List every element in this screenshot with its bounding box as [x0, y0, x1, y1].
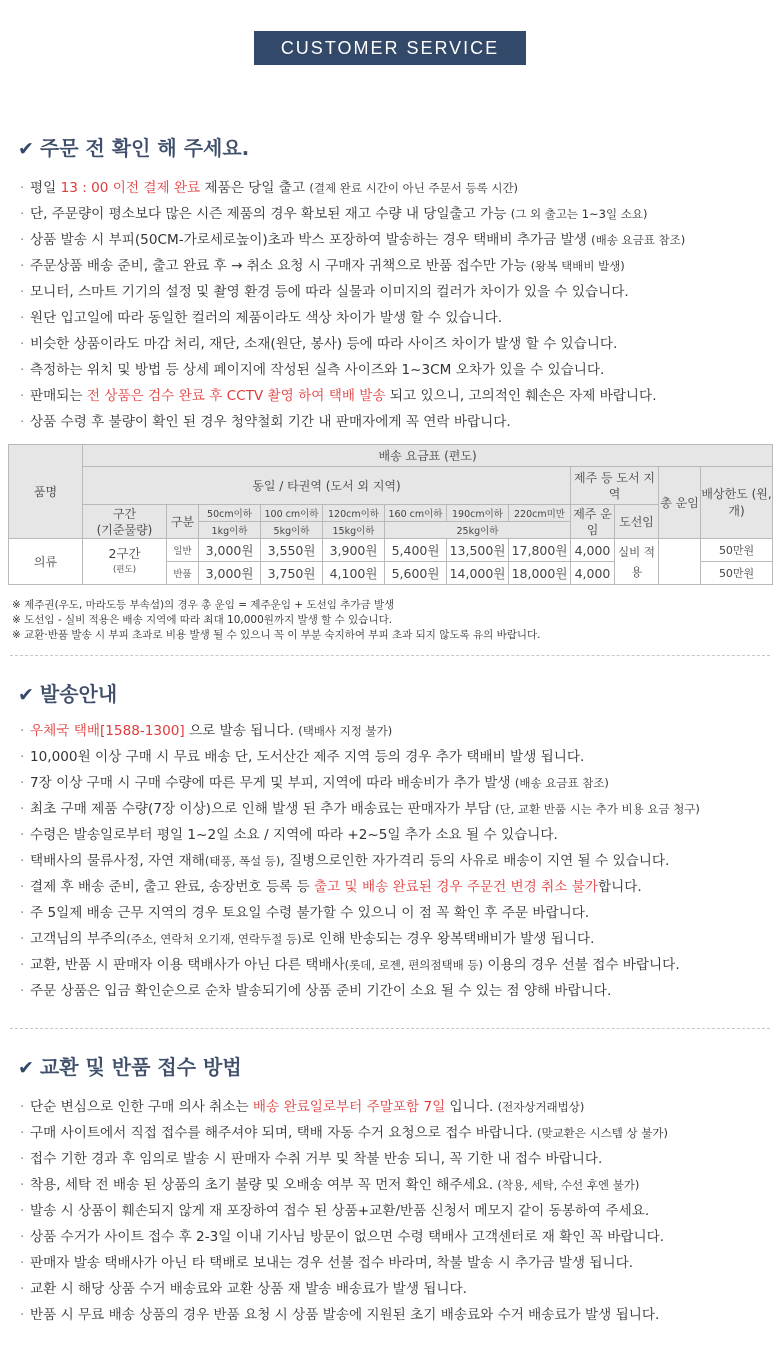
- item-text: 단순 변심으로 인한 구매 의사 취소는: [30, 1099, 253, 1115]
- highlight-text: 전 상품은 검수 완료 후 CCTV 촬영 하여 택배 발송: [86, 388, 386, 404]
- bullet-icon: ·: [20, 749, 25, 765]
- bullet-icon: ·: [20, 414, 25, 430]
- item-text: 이용의 경우 선불 접수 바랍니다.: [483, 957, 680, 973]
- item-text: 합니다.: [597, 879, 642, 895]
- limit-cell: 50만원: [701, 539, 773, 562]
- note: ※ 도선임 - 실비 적용은 배송 지역에 따라 최대 10,000원까지 발생 할 수 있습니다.: [12, 614, 393, 626]
- item-text: 입니다.: [445, 1099, 498, 1115]
- small-note: (배송 요금표 참조): [514, 776, 609, 790]
- item-text: 제품은 당일 출고: [200, 180, 310, 196]
- highlight-text: 13 : 00 이전 결제 완료: [60, 180, 201, 196]
- small-note: (결제 완료 시간이 아닌 주문서 등록 시간): [309, 181, 519, 195]
- item-text: 상품 수령 후 불량이 확인 된 경우 청약철회 기간 내 판매자에게 꼭 연락 바랍니다.: [30, 414, 511, 430]
- bullet-icon: ·: [20, 983, 25, 999]
- list-item: [20, 718, 700, 744]
- small-note: (롯데, 로젠, 편의점택배 등): [344, 958, 483, 972]
- small-note: (전자상거래법상): [497, 1100, 585, 1114]
- limit-cell: 50만원: [701, 562, 773, 585]
- list-item: [20, 1172, 668, 1198]
- shipping-info-list: [20, 718, 700, 1004]
- bullet-icon: ·: [20, 180, 25, 196]
- item-text: 주문 상품은 입금 확인순으로 순차 발송되기에 상품 준비 기간이 소요 될 수 있는 점 양해 바랍니다.: [30, 983, 612, 999]
- section-title-text: 주문 전 확인 해 주세요.: [39, 136, 250, 160]
- item-text: 반품 시 무료 배송 상품의 경우 반품 요청 시 상품 발송에 지원된 초기 배송료와 수거 배송료가 발생 됩니다.: [30, 1307, 660, 1323]
- item-text: 수령은 발송일로부터 평일 1~2일 소요 / 지역에 따라 +2~5일 추가 소요 될 수 있습니다.: [30, 827, 558, 843]
- bullet-icon: ·: [20, 1151, 25, 1167]
- total-fee-cell: [659, 539, 701, 585]
- bullet-icon: ·: [20, 1255, 25, 1271]
- list-item: [20, 952, 700, 978]
- bullet-icon: ·: [20, 1125, 25, 1141]
- island-fee-cell: 실비 적용: [615, 539, 659, 585]
- small-note: (배송 요금표 참조): [591, 233, 686, 247]
- small-note: (맞교환은 시스템 상 불가): [536, 1126, 668, 1140]
- table-notes: [12, 598, 541, 643]
- small-note: (착용, 세탁, 수선 후엔 불가): [497, 1178, 640, 1192]
- item-text: 결제 후 배송 준비, 출고 완료, 송장번호 등록 등: [30, 879, 314, 895]
- bullet-icon: ·: [20, 1229, 25, 1245]
- bullet-icon: ·: [20, 853, 25, 869]
- section-divider: [10, 655, 770, 656]
- header-compensation-limit: 배상한도 (원,개): [701, 467, 773, 539]
- item-text: 교환, 반품 시 판매자 이용 택배사가 아닌 다른 택배사: [30, 957, 345, 973]
- item-text: 판매되는: [30, 388, 87, 404]
- small-note: (주소, 연락처 오기재, 연락두절 등): [126, 932, 302, 946]
- small-note: (태풍, 폭설 등): [204, 854, 281, 868]
- header-zone: [83, 505, 167, 539]
- bullet-icon: ·: [20, 879, 25, 895]
- small-note: (왕복 택배비 발생): [530, 259, 625, 273]
- fee-cell: 3,550원: [261, 539, 323, 562]
- size-header: 190cm이하: [447, 505, 509, 522]
- item-text: 비슷한 상품이라도 마감 처리, 재단, 소재(원단, 봉사) 등에 따라 사이즈 차이가 발생 할 수 있습니다.: [30, 336, 618, 352]
- weight-header: 25kg이하: [385, 522, 571, 539]
- fee-cell: 4,100원: [323, 562, 385, 585]
- list-item: [20, 848, 700, 874]
- item-text: 로 인해 반송되는 경우 왕복택배비가 발생 됩니다.: [301, 931, 595, 947]
- jeju-fee-cell: 4,000: [571, 562, 615, 585]
- list-item: [20, 409, 685, 435]
- list-item: [20, 331, 685, 357]
- fee-cell: 18,000원: [509, 562, 571, 585]
- highlight-text: 우체국 택배[1588-1300]: [30, 723, 185, 739]
- list-item: [20, 201, 685, 227]
- fee-cell: 3,900원: [323, 539, 385, 562]
- bullet-icon: ·: [20, 1203, 25, 1219]
- fee-cell: 3,000원: [199, 539, 261, 562]
- shipping-fee-table: [8, 444, 773, 585]
- item-text: 7장 이상 구매 시 구매 수량에 따른 무게 및 부피, 지역에 따라 배송비가 추가 발생: [30, 775, 515, 791]
- list-item: [20, 1146, 668, 1172]
- bullet-icon: ·: [20, 1177, 25, 1193]
- list-item: [20, 1302, 668, 1328]
- fee-cell: 17,800원: [509, 539, 571, 562]
- item-text: 측정하는 위치 및 방법 등 상세 페이지에 작성된 실측 사이즈와 1~3CM 오차가 있을 수 있습니다.: [30, 362, 605, 378]
- row-type: 일반: [167, 539, 199, 562]
- list-item: [20, 175, 685, 201]
- item-text: 원단 입고일에 따라 동일한 컬러의 제품이라도 색상 차이가 발생 할 수 있습니다.: [30, 310, 503, 326]
- zone-cell: [83, 539, 167, 585]
- item-text: 최초 구매 제품 수량(7장 이상)으로 인해 발생 된 추가 배송료는 판매자가 부담: [30, 801, 496, 817]
- bullet-icon: ·: [20, 1307, 25, 1323]
- jeju-fee-cell: 4,000: [571, 539, 615, 562]
- bullet-icon: ·: [20, 931, 25, 947]
- bullet-icon: ·: [20, 336, 25, 352]
- list-item: [20, 874, 700, 900]
- item-text: 발송 시 상품이 훼손되지 않게 재 포장하여 접수 된 상품+교환/반품 신청서 메모지 같이 동봉하여 주세요.: [30, 1203, 650, 1219]
- bullet-icon: ·: [20, 284, 25, 300]
- header-same-region: 동일 / 타권역 (도서 외 지역): [83, 467, 571, 505]
- exchange-return-list: [20, 1094, 668, 1328]
- size-header: 160 cm이하: [385, 505, 447, 522]
- item-text: 되고 있으니, 고의적인 훼손은 자제 바랍니다.: [385, 388, 657, 404]
- bullet-icon: ·: [20, 801, 25, 817]
- check-icon: ✔: [18, 684, 34, 706]
- small-note: (단, 교환 반품 시는 추가 비용 요금 청구): [495, 802, 700, 816]
- header-jeju-region: 제주 등 도서 지역: [571, 467, 659, 505]
- note: ※ 교환·반품 발송 시 부피 초과로 비용 발생 될 수 있으니 꼭 이 부분 숙지하여 부피 초과 되지 않도록 유의 바랍니다.: [12, 629, 541, 641]
- list-item: [20, 770, 700, 796]
- item-text: 상품 수거가 사이트 접수 후 2-3일 이내 기사님 방문이 없으면 수령 택배사 고객센터로 재 확인 꼭 바랍니다.: [30, 1229, 665, 1245]
- section-divider: [10, 1028, 770, 1029]
- header-island-fee: 도선임: [615, 505, 659, 539]
- bullet-icon: ·: [20, 905, 25, 921]
- size-header: 120cm이하: [323, 505, 385, 522]
- list-item: [20, 900, 700, 926]
- zone-sub: (편도): [112, 564, 137, 575]
- list-item: [20, 383, 685, 409]
- list-item: [20, 253, 685, 279]
- order-check-list: [20, 175, 685, 435]
- list-item: [20, 357, 685, 383]
- item-text: 상품 발송 시 부피(50CM-가로세로높이)초과 박스 포장하여 발송하는 경우 택배비 추가금 발생: [30, 232, 592, 248]
- list-item: [20, 1250, 668, 1276]
- section-title-shipping: [18, 679, 117, 709]
- item-text: 단, 주문량이 평소보다 많은 시즌 제품의 경우 확보된 재고 수량 내 당일출고 가능: [30, 206, 511, 222]
- list-item: [20, 978, 700, 1004]
- fee-cell: 3,750원: [261, 562, 323, 585]
- list-item: [20, 1120, 668, 1146]
- list-item: [20, 227, 685, 253]
- bullet-icon: ·: [20, 258, 25, 274]
- bullet-icon: ·: [20, 827, 25, 843]
- bullet-icon: ·: [20, 723, 25, 739]
- bullet-icon: ·: [20, 775, 25, 791]
- item-text: 구매 사이트에서 직접 접수를 해주셔야 되며, 택배 자동 수거 요청으로 접수 바랍니다.: [30, 1125, 537, 1141]
- list-item: [20, 1276, 668, 1302]
- row-type: 반품: [167, 562, 199, 585]
- list-item: [20, 279, 685, 305]
- fee-cell: 3,000원: [199, 562, 261, 585]
- list-item: [20, 1094, 668, 1120]
- list-item: [20, 926, 700, 952]
- customer-service-banner: CUSTOMER SERVICE: [254, 31, 526, 65]
- fee-cell: 13,500원: [447, 539, 509, 562]
- small-note: (택배사 지정 불가): [298, 724, 393, 738]
- highlight-text: 배송 완료일로부터 주말포함 7일: [252, 1099, 446, 1115]
- weight-header: 1kg이하: [199, 522, 261, 539]
- list-item: [20, 305, 685, 331]
- item-text: 주 5일제 배송 근무 지역의 경우 토요일 수령 불가할 수 있으니 이 점 꼭 확인 후 주문 바랍니다.: [30, 905, 590, 921]
- item-text: 10,000원 이상 구매 시 무료 배송 단, 도서산간 제주 지역 등의 경우 추가 택배비 발생 됩니다.: [30, 749, 585, 765]
- fee-cell: 5,600원: [385, 562, 447, 585]
- fee-cell: 5,400원: [385, 539, 447, 562]
- header-item: 품명: [9, 445, 83, 539]
- item-name: 의류: [9, 539, 83, 585]
- size-header: 50cm이하: [199, 505, 261, 522]
- bullet-icon: ·: [20, 388, 25, 404]
- section-title-order-check: [18, 133, 249, 163]
- header-total-fee: 총 운임: [659, 467, 701, 539]
- item-text: 평일: [30, 180, 61, 196]
- list-item: [20, 822, 700, 848]
- item-text: 착용, 세탁 전 배송 된 상품의 초기 불량 및 오배송 여부 꼭 먼저 확인 해주세요.: [30, 1177, 498, 1193]
- bullet-icon: ·: [20, 206, 25, 222]
- section-title-exchange-return: [18, 1052, 242, 1082]
- bullet-icon: ·: [20, 1099, 25, 1115]
- item-text: 판매자 발송 택배사가 아닌 타 택배로 보내는 경우 선불 접수 바라며, 착불 발송 시 추가금 발생 됩니다.: [30, 1255, 634, 1271]
- fee-cell: 14,000원: [447, 562, 509, 585]
- item-text: 접수 기한 경과 후 임의로 발송 시 판매자 수취 거부 및 착불 반송 되니, 꼭 기한 내 접수 바랍니다.: [30, 1151, 603, 1167]
- list-item: [20, 1224, 668, 1250]
- bullet-icon: ·: [20, 1281, 25, 1297]
- item-text: 으로 발송 됩니다.: [184, 723, 299, 739]
- weight-header: 15kg이하: [323, 522, 385, 539]
- list-item: [20, 744, 700, 770]
- note: ※ 제주권(우도, 마라도등 부속섬)의 경우 총 운임 = 제주운임 + 도선임 추가금 발생: [12, 599, 395, 611]
- bullet-icon: ·: [20, 362, 25, 378]
- header-type: 구분: [167, 505, 199, 539]
- header-jeju-fee: 제주 운임: [571, 505, 615, 539]
- item-text: 택배사의 물류사정, 자연 재해: [30, 853, 205, 869]
- check-icon: ✔: [18, 138, 34, 160]
- check-icon: ✔: [18, 1057, 34, 1079]
- highlight-text: 출고 및 배송 완료된 경우 주문건 변경 취소 불가: [313, 879, 598, 895]
- section-title-text: 발송안내: [39, 682, 118, 706]
- bullet-icon: ·: [20, 232, 25, 248]
- header-zone-basis: (기준물량): [96, 522, 153, 537]
- list-item: [20, 1198, 668, 1224]
- header-fee-title: 배송 요금표 (편도): [83, 445, 773, 467]
- item-text: 교환 시 해당 상품 수거 배송료와 교환 상품 재 발송 배송료가 발생 됩니다.: [30, 1281, 467, 1297]
- section-title-text: 교환 및 반품 접수 방법: [39, 1055, 242, 1079]
- bullet-icon: ·: [20, 957, 25, 973]
- small-note: (그 외 출고는 1~3일 소요): [510, 207, 648, 221]
- header-zone-label: 구간: [112, 506, 137, 521]
- item-text: 고객님의 부주의: [30, 931, 127, 947]
- bullet-icon: ·: [20, 310, 25, 326]
- item-text: , 질병으로인한 자가격리 등의 사유로 배송이 지연 될 수 있습니다.: [280, 853, 670, 869]
- item-text: 주문상품 배송 준비, 출고 완료 후 → 취소 요청 시 구매자 귀책으로 반품 접수만 가능: [30, 258, 531, 274]
- weight-header: 5kg이하: [261, 522, 323, 539]
- zone-value: 2구간: [108, 545, 141, 561]
- list-item: [20, 796, 700, 822]
- item-text: 모니터, 스마트 기기의 설정 및 촬영 환경 등에 따라 실물과 이미지의 컬러가 차이가 있을 수 있습니다.: [30, 284, 629, 300]
- size-header: 100 cm이하: [261, 505, 323, 522]
- size-header: 220cm미만: [509, 505, 571, 522]
